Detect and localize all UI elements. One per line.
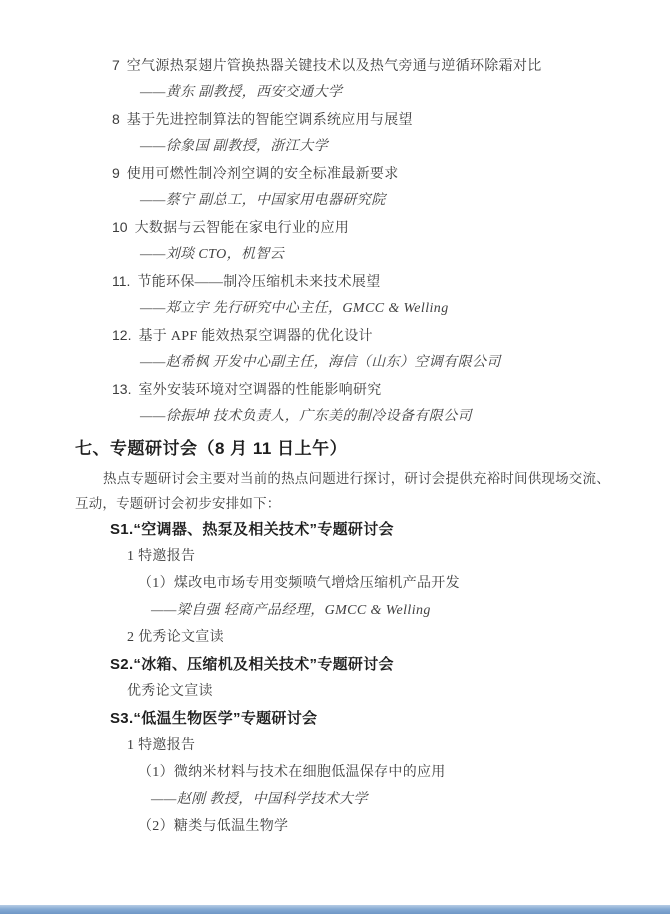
report-speaker-line: ——赵希枫 开发中心副主任，海信（山东）空调有限公司 bbox=[140, 355, 501, 370]
report-item-row bbox=[112, 322, 670, 349]
seminar-heading-s1: S1.“空调器、热泵及相关技术”专题研讨会 bbox=[110, 521, 394, 538]
viewer-bottom-bar bbox=[0, 905, 670, 914]
report-item-row bbox=[112, 52, 670, 79]
seminar-line: （1）微纳米材料与技术在细胞低温保存中的应用 bbox=[138, 765, 446, 780]
seminar-speaker-line: ——赵刚 教授，中国科学技术大学 bbox=[151, 792, 368, 807]
intro-paragraph bbox=[0, 466, 670, 516]
report-item-row bbox=[112, 268, 670, 295]
seminar-line: 1 特邀报告 bbox=[127, 738, 196, 753]
seminar-line: （1）煤改电市场专用变频喷气增焓压缩机产品开发 bbox=[138, 576, 460, 591]
report-item-number: 7 bbox=[112, 57, 120, 73]
report-item-row bbox=[112, 160, 670, 187]
report-item-title: 基于先进控制算法的智能空调系统应用与展望 bbox=[126, 113, 413, 128]
report-item-title: 大数据与云智能在家电行业的应用 bbox=[134, 221, 350, 236]
seminar-line: 1 特邀报告 bbox=[127, 549, 196, 564]
report-item-row bbox=[112, 376, 670, 403]
report-speaker-line: ——蔡宁 副总工，中国家用电器研究院 bbox=[140, 193, 386, 208]
intro-line-2: 互动，专题研讨会初步安排如下： bbox=[75, 496, 281, 511]
report-item-number: 13. bbox=[112, 381, 132, 397]
seminar-heading-s3: S3.“低温生物医学”专题研讨会 bbox=[110, 710, 318, 727]
report-item-title: 基于 APF 能效热泵空调器的优化设计 bbox=[138, 329, 373, 344]
report-speaker-line: ——刘琰 CTO，机智云 bbox=[140, 247, 285, 262]
report-item-number: 8 bbox=[112, 111, 120, 127]
report-item-number: 12. bbox=[112, 327, 132, 343]
report-item-title: 空气源热泵翅片管换热器关键技术以及热气旁通与逆循环除霜对比 bbox=[126, 59, 542, 74]
report-item-title: 使用可燃性制冷剂空调的安全标准最新要求 bbox=[126, 167, 399, 182]
seminar-line: 优秀论文宣读 bbox=[127, 684, 213, 699]
report-item-row bbox=[112, 106, 670, 133]
seminar-line: （2）糖类与低温生物学 bbox=[138, 819, 289, 834]
report-speaker-line: ——黄东 副教授，西安交通大学 bbox=[140, 85, 343, 100]
seminar-heading-s2: S2.“冰箱、压缩机及相关技术”专题研讨会 bbox=[110, 656, 394, 673]
report-item-number: 10 bbox=[112, 219, 128, 235]
report-item-number: 11. bbox=[112, 273, 131, 289]
report-item-title: 室外安装环境对空调器的性能影响研究 bbox=[138, 383, 382, 398]
report-speaker-line: ——郑立宇 先行研究中心主任，GMCC & Welling bbox=[140, 301, 449, 316]
seminar-line: 2 优秀论文宣读 bbox=[127, 630, 224, 645]
seminar-speaker-line: ——梁自强 轻商产品经理，GMCC & Welling bbox=[151, 603, 431, 618]
section-heading: 七、专题研讨会（8 月 11 日上午） bbox=[75, 439, 348, 458]
report-speaker-line: ——徐振坤 技术负责人，广东美的制冷设备有限公司 bbox=[140, 409, 472, 424]
report-item-number: 9 bbox=[112, 165, 120, 181]
report-item-title: 节能环保——制冷压缩机未来技术展望 bbox=[137, 275, 381, 290]
report-item-row bbox=[112, 214, 670, 241]
intro-line-1: 热点专题研讨会主要对当前的热点问题进行探讨，研讨会提供充裕时间供现场交流、 bbox=[103, 471, 610, 486]
report-speaker-line: ——徐象国 副教授，浙江大学 bbox=[140, 139, 328, 154]
